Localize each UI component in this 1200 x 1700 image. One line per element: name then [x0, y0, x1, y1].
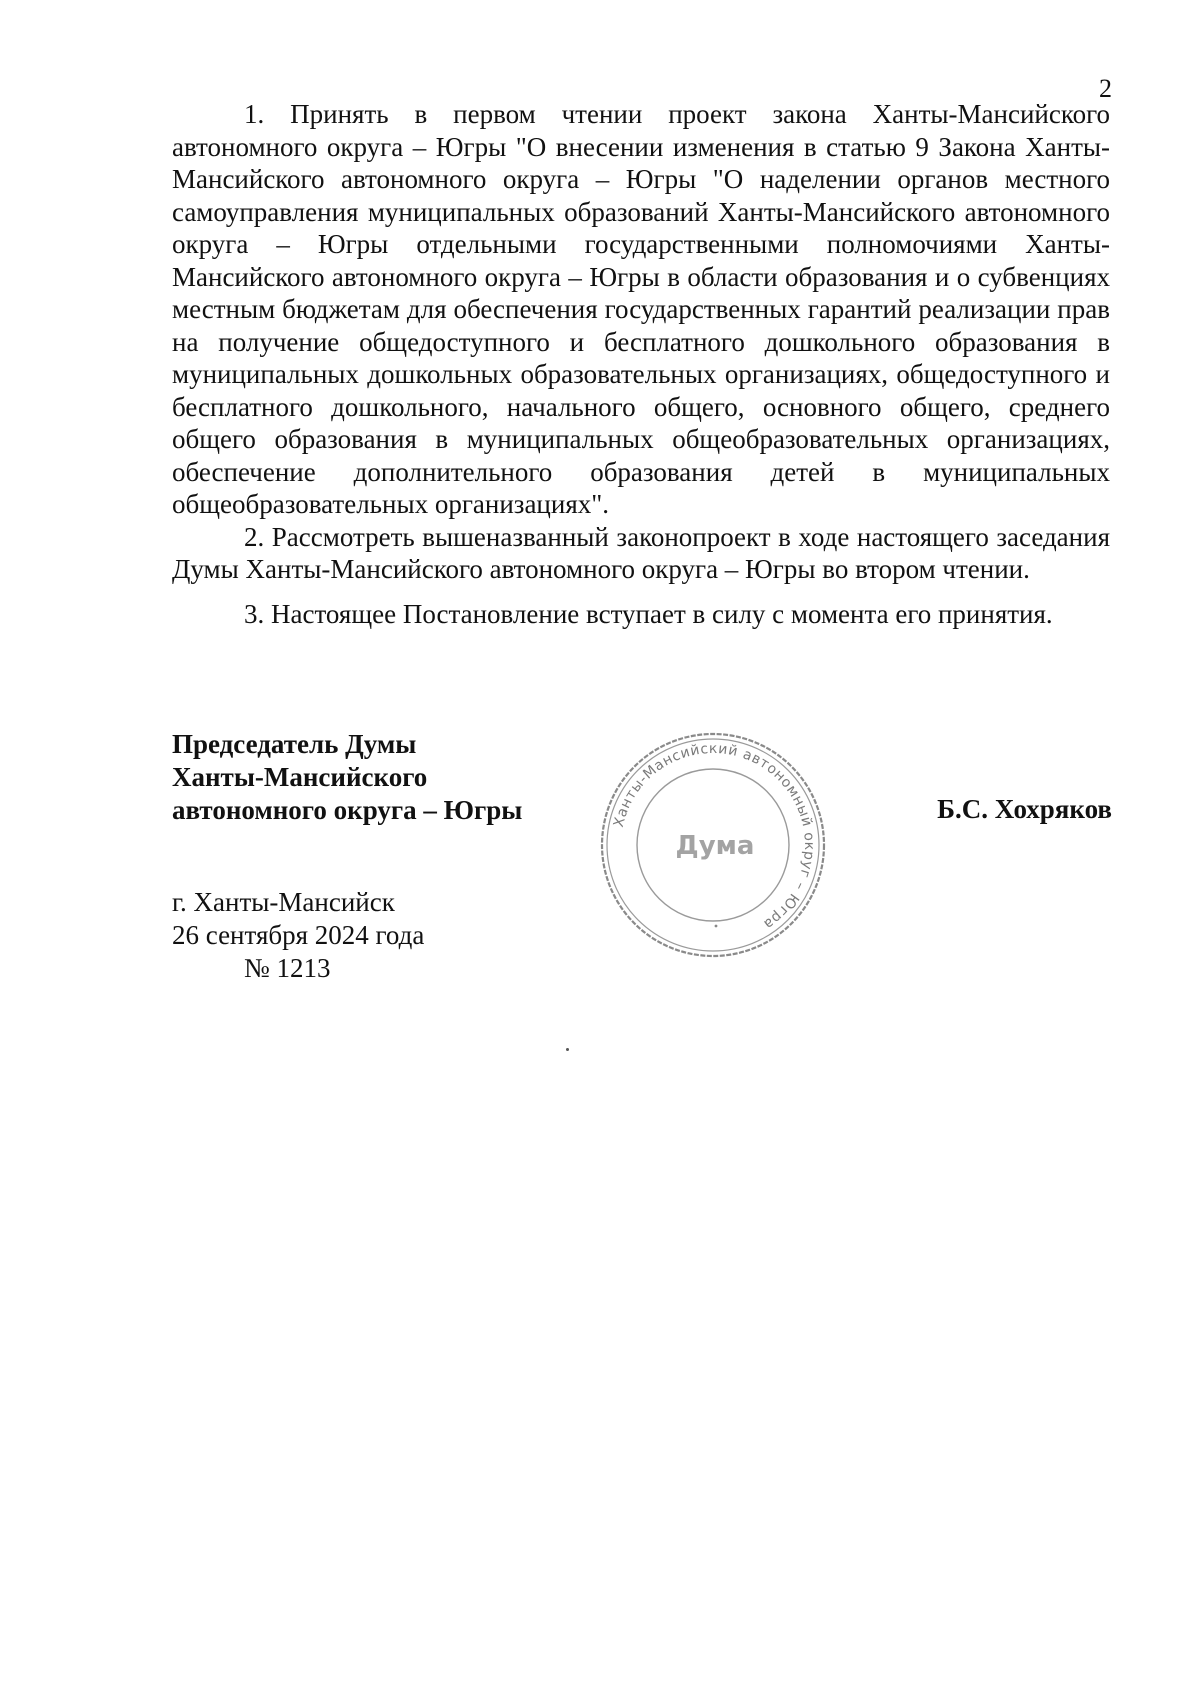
page-number: 2 — [1099, 74, 1112, 103]
signatory-title-line-2: Ханты-Мансийского — [172, 762, 428, 792]
signatory-title — [172, 728, 522, 827]
date: 26 сентября 2024 года — [172, 920, 425, 950]
official-seal — [598, 730, 828, 960]
place: г. Ханты-Мансийск — [172, 887, 395, 917]
signatory-name: Б.С. Хохряков — [937, 794, 1112, 824]
seal-ring-text: Ханты-Мансийский автономный округ – Югра — [610, 740, 818, 933]
resolution-body — [172, 98, 1110, 630]
paragraph-1: 1. Принять в первом чтении проект закона Ханты-Мансийского автономного округа – Югры "О внесении изменения в статью 9 Закона Ханты-Мансийского автономного округа – Югры "О наделении органов местного самоуправления муниципальных образований Ханты-Мансийского автономного округа – Югры отдельными государственными полномочиями Ханты-Мансийского автономного округа – Югры в области образования и о субвенциях местным бюджетам для обеспечения государственных гарантий реализации прав на получение общедоступного и бесплатного дошкольного образования в муниципальных дошкольных образовательных организациях, общедоступного и бесплатного дошкольного, начального общего, основного общего, среднего общего образования в муниципальных общеобразовательных организациях, обеспечение дополнительного образования детей в муниципальных общеобразовательных организациях". — [172, 99, 1110, 519]
place-and-date — [172, 886, 424, 985]
seal-center-text: Дума — [675, 831, 755, 861]
paragraph-2: 2. Рассмотреть вышеназванный законопроект в ходе настоящего заседания Думы Ханты-Мансийского автономного округа – Югры во втором чтении. — [172, 521, 1110, 584]
document-number: № 1213 — [244, 953, 331, 983]
paragraph-3: 3. Настоящее Постановление вступает в силу с момента его принятия. — [244, 598, 1053, 629]
signatory-title-line-3: автономного округа – Югры — [172, 795, 523, 825]
scan-speck — [566, 1048, 569, 1051]
signatory-title-line-1: Председатель Думы — [172, 729, 417, 759]
